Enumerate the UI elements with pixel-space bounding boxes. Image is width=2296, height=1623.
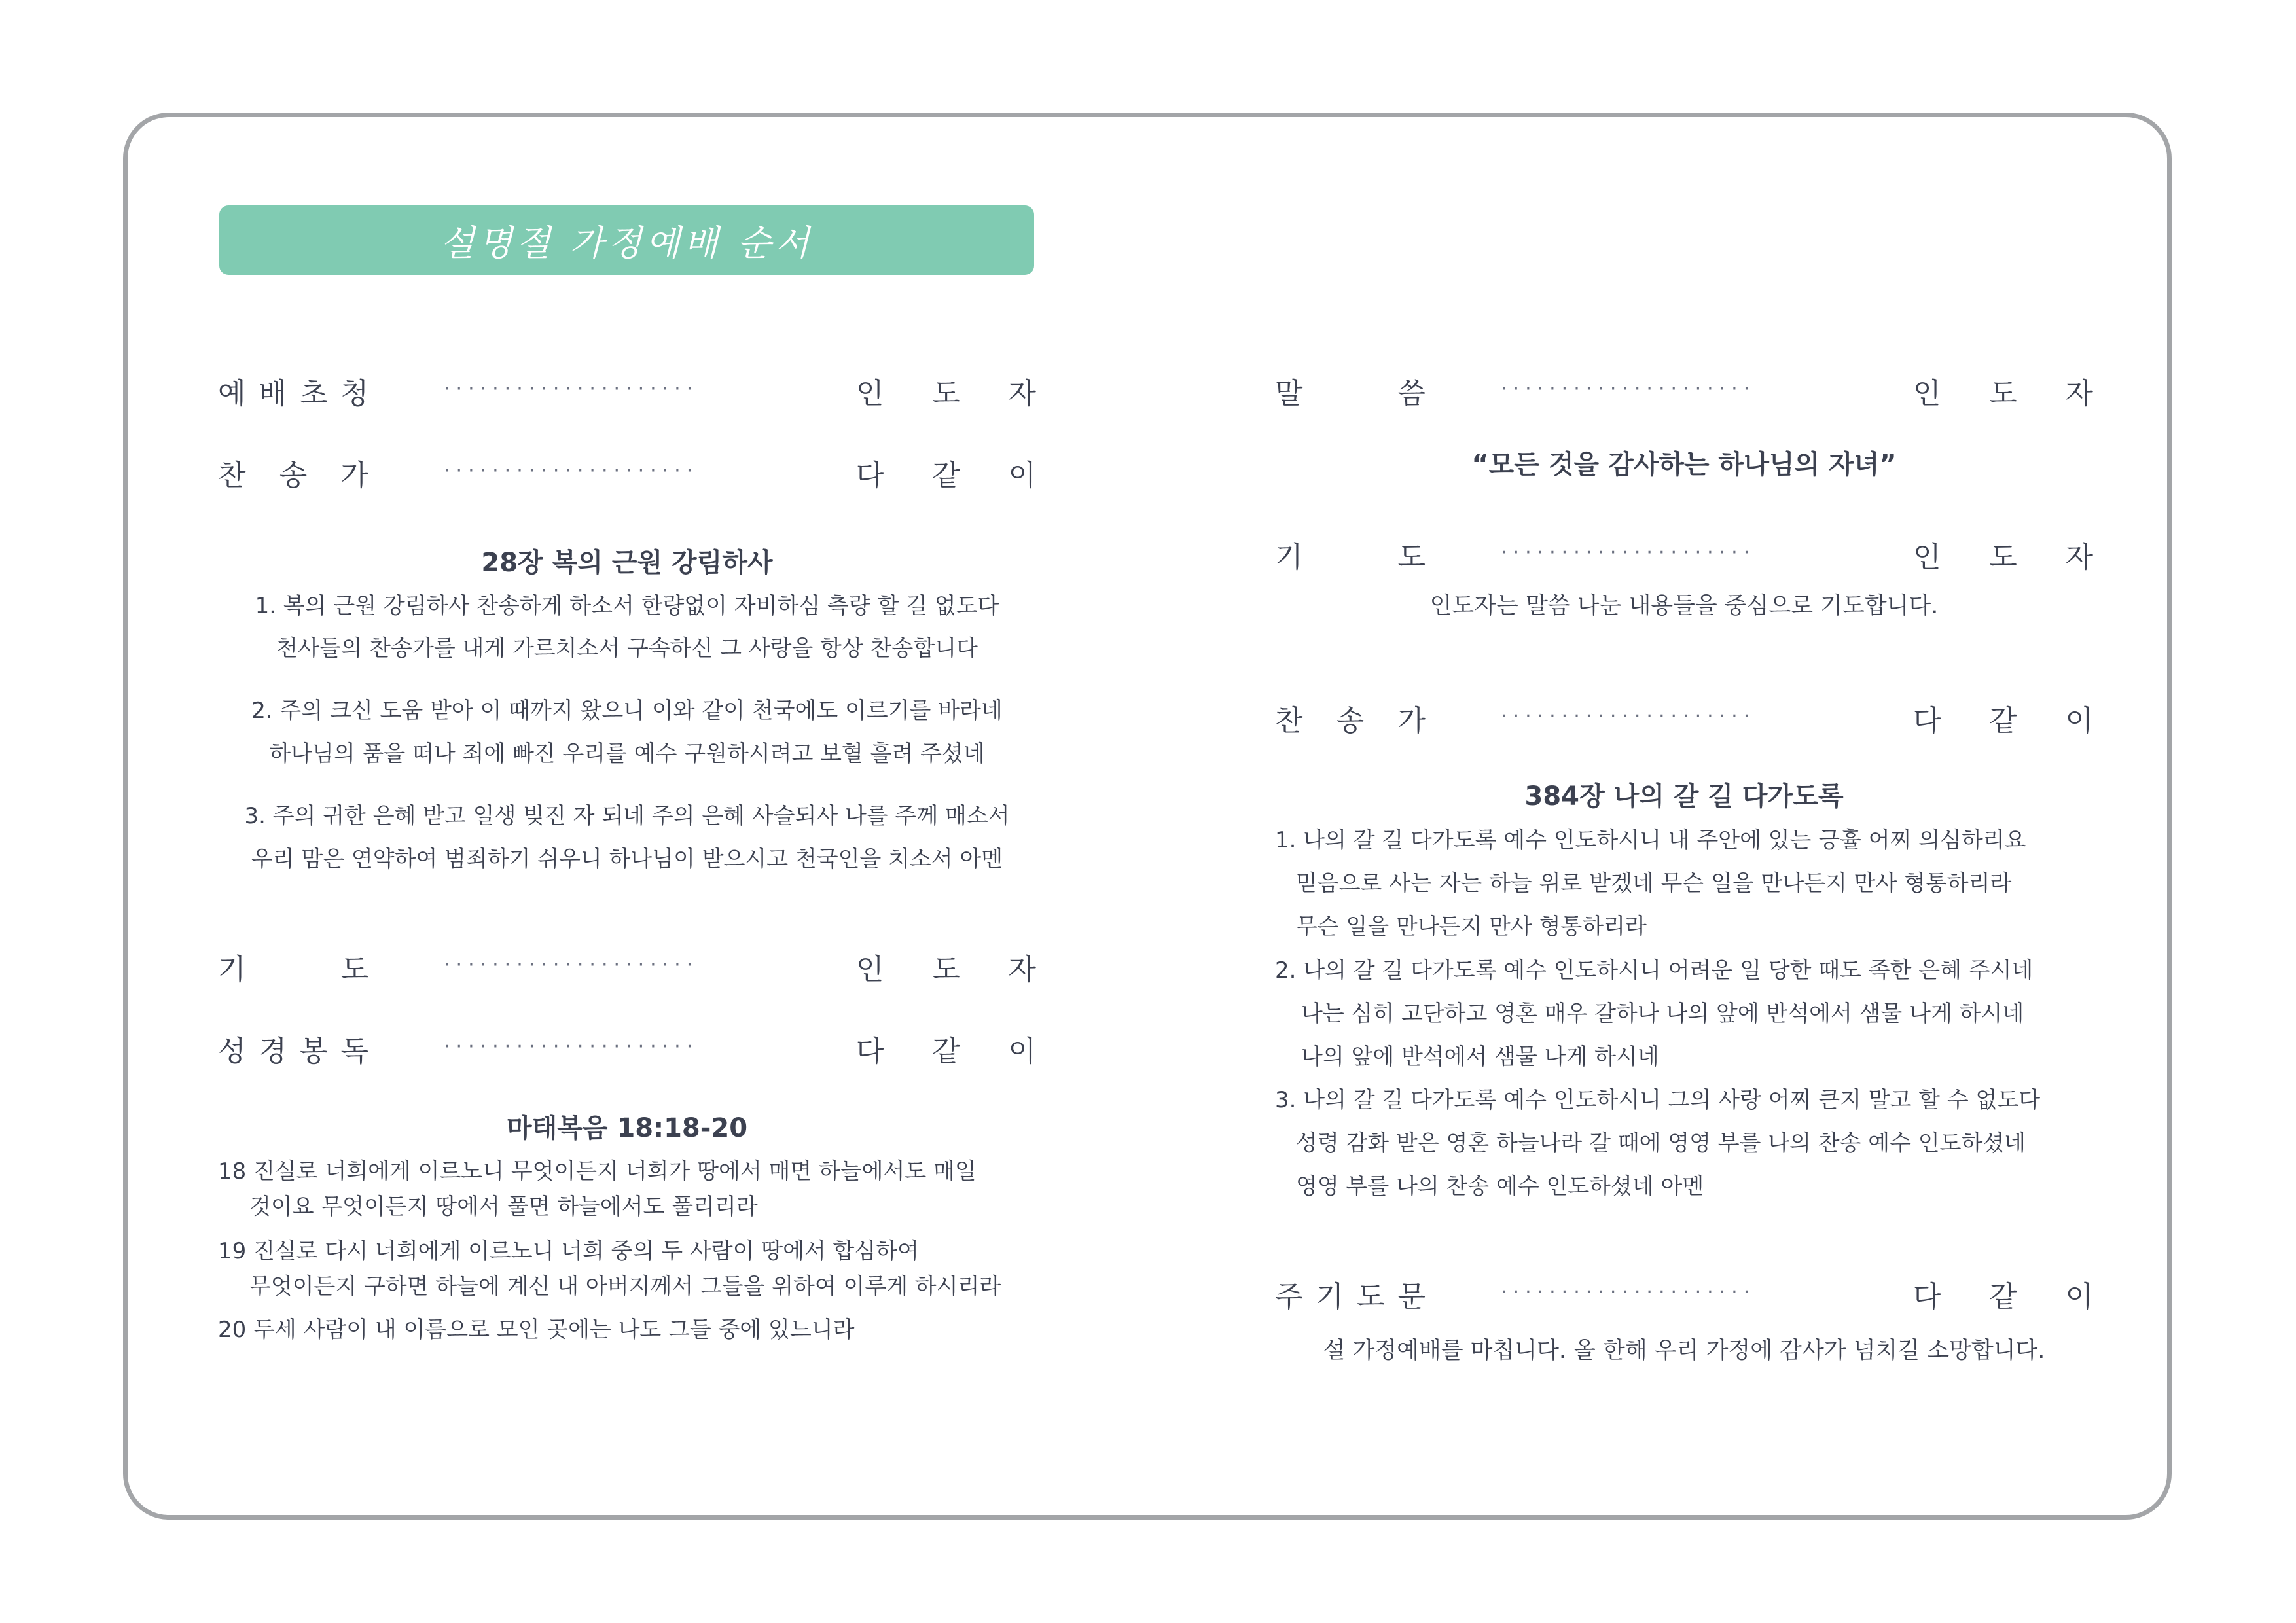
sermon-title: “모든 것을 감사하는 하나님의 자녀” [1471, 450, 1897, 480]
order-row-hymn [218, 452, 1036, 491]
hymn-line: 무슨 일을 만나든지 만사 형통하리라 [1296, 914, 1647, 940]
order-label: 기 도 [218, 953, 368, 986]
hymn-line: 나의 앞에 반석에서 샘물 나게 하시네 [1301, 1044, 1659, 1070]
hymn-line: 성령 감화 받은 영혼 하늘나라 갈 때에 영영 부를 나의 찬송 예수 인도하셨네 [1296, 1130, 2026, 1156]
hymn-line: 천사들의 찬송가를 내게 가르치소서 구속하신 그 사랑을 항상 찬송합니다 [276, 635, 978, 662]
scripture-line: 것이요 무엇이든지 땅에서 풀면 하늘에서도 풀리리라 [249, 1194, 758, 1220]
order-row-scripture [218, 1027, 1036, 1067]
page-title: 설명절 가정예배 순서 [219, 205, 1034, 275]
leader-dots: ····················· [1501, 1281, 1756, 1304]
order-label: 말 씀 [1275, 377, 1426, 410]
scripture-title: 마태복음 18:18-20 [506, 1113, 748, 1143]
order-role: 인 도 자 [856, 377, 1036, 410]
closing-note: 설 가정예배를 마칩니다. 올 한해 우리 가정에 감사가 넘치길 소망합니다. [1323, 1338, 2045, 1364]
order-role: 인 도 자 [1913, 541, 2093, 574]
scripture-line: 18 진실로 너희에게 이르노니 무엇이든지 너희가 땅에서 매면 하늘에서도 매일 [218, 1158, 977, 1185]
leader-dots: ····················· [444, 954, 699, 976]
order-label: 기 도 [1275, 541, 1426, 574]
hymn-line: 1. 복의 근원 강림하사 찬송하게 하소서 한량없이 자비하심 측량 할 길 없도다 [255, 593, 999, 619]
order-row-prayer [1275, 533, 2093, 573]
hymn-line: 우리 맘은 연약하여 범죄하기 쉬우니 하나님이 받으시고 천국인을 치소서 아멘 [251, 846, 1003, 872]
hymn-line: 나는 심히 고단하고 영혼 매우 갈하나 나의 앞에 반석에서 샘물 나게 하시네 [1301, 1001, 2024, 1027]
scripture-line: 무엇이든지 구하면 하늘에 계신 내 아버지께서 그들을 위하여 이루게 하시리라 [249, 1274, 1001, 1300]
hymn-line: 하나님의 품을 떠나 죄에 빠진 우리를 예수 구원하시려고 보혈 흘려 주셨네 [269, 741, 985, 767]
hymn-line: 영영 부를 나의 찬송 예수 인도하셨네 아멘 [1296, 1173, 1704, 1200]
leader-dots: ····················· [444, 1035, 699, 1058]
order-label: 찬 송 가 [218, 459, 368, 492]
order-label: 주 기 도 문 [1275, 1280, 1426, 1313]
hymn-line: 2. 주의 크신 도움 받아 이 때까지 왔으니 이와 같이 천국에도 이르기를 바라네 [251, 698, 1003, 724]
order-label: 찬 송 가 [1275, 704, 1426, 738]
order-row-sermon [1275, 370, 2093, 409]
order-row-hymn [1275, 697, 2093, 736]
order-label: 예 배 초 청 [218, 377, 368, 410]
leader-dots: ····················· [444, 459, 699, 482]
order-role: 다 같 이 [856, 1035, 1036, 1068]
scripture-line: 19 진실로 다시 너희에게 이르노니 너희 중의 두 사람이 땅에서 합심하여 [218, 1238, 919, 1264]
order-row-invitation [218, 370, 1036, 409]
hymn-line: 믿음으로 사는 자는 하늘 위로 받겠네 무슨 일을 만나든지 만사 형통하리라 [1296, 870, 2012, 897]
order-role: 다 같 이 [1913, 1280, 2093, 1313]
hymn-line: 3. 주의 귀한 은혜 받고 일생 빚진 자 되네 주의 은혜 사슬되사 나를 주께 매소서 [244, 803, 1010, 829]
order-role: 다 같 이 [1913, 704, 2093, 738]
leader-dots: ····················· [1501, 378, 1756, 401]
hymn-line: 3. 나의 갈 길 다가도록 예수 인도하시니 그의 사랑 어찌 큰지 말고 할 수 없도다 [1275, 1087, 2041, 1113]
hymn-title: 384장 나의 갈 길 다가도록 [1524, 781, 1844, 812]
leader-dots: ····················· [1501, 541, 1756, 564]
order-role: 인 도 자 [1913, 377, 2093, 410]
order-role: 다 같 이 [856, 459, 1036, 492]
order-role: 인 도 자 [856, 953, 1036, 986]
hymn-line: 1. 나의 갈 길 다가도록 예수 인도하시니 내 주안에 있는 긍휼 어찌 의심하리요 [1275, 827, 2026, 853]
leader-dots: ····················· [1501, 705, 1756, 728]
prayer-note: 인도자는 말씀 나눈 내용들을 중심으로 기도합니다. [1429, 593, 1939, 619]
order-label: 성 경 봉 독 [218, 1035, 368, 1068]
hymn-line: 2. 나의 갈 길 다가도록 예수 인도하시니 어려운 일 당한 때도 족한 은혜 주시네 [1275, 957, 2034, 984]
hymn-title: 28장 복의 근원 강림하사 [481, 548, 773, 578]
leader-dots: ····················· [444, 378, 699, 401]
scripture-line: 20 두세 사람이 내 이름으로 모인 곳에는 나도 그들 중에 있느니라 [218, 1317, 855, 1343]
order-row-lords-prayer [1275, 1273, 2093, 1312]
order-row-prayer [218, 946, 1036, 985]
